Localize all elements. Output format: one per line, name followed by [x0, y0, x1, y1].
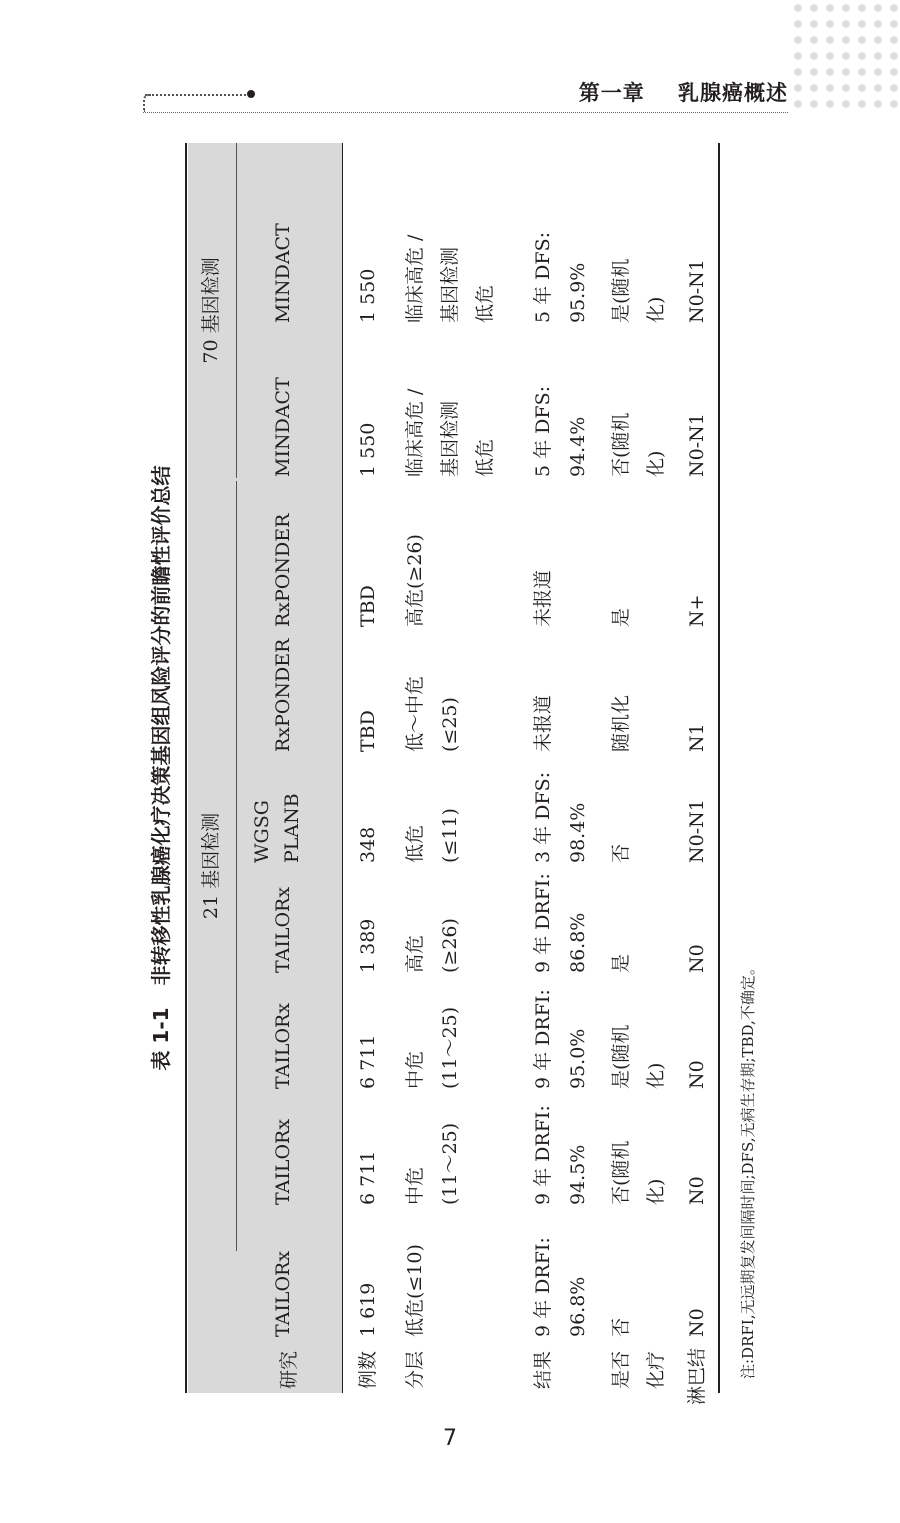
table-title: 非转移性乳腺癌化疗决策基因组风险评分的前瞻性评价总结	[149, 465, 173, 986]
column-header: RxPONDER	[272, 513, 294, 627]
chapter-title: 乳腺癌概述	[678, 81, 788, 105]
table-cell-strata: 低危	[404, 824, 426, 863]
table-cell-chemo: 是	[610, 607, 632, 627]
column-header: TAILORx	[272, 1002, 294, 1089]
top-rule	[185, 143, 187, 1393]
table-cell-chemo: 是	[610, 953, 632, 973]
row-label-strata: 分层	[404, 1350, 426, 1389]
table-cell-chemo: 否	[610, 843, 632, 863]
table-cell-chemo: 否(随机	[610, 1140, 632, 1205]
table-cell-chemo: 否(随机	[610, 412, 632, 477]
table-cell-chemo: 是(随机	[610, 258, 632, 323]
table-cell-outcome: 9 年 DRFI:	[532, 1105, 554, 1205]
table-cell-strata: (11～25)	[439, 1122, 461, 1205]
decorative-dot-grid	[790, 0, 900, 110]
table-cell-cases: 6 711	[357, 1034, 379, 1089]
column-header: TAILORx	[272, 886, 294, 973]
table-cell-outcome: 96.8%	[567, 1276, 589, 1337]
group-header-21-gene: 21 基因检测	[200, 812, 222, 920]
table-cell-outcome: 86.8%	[567, 912, 589, 973]
table-cell-outcome: 95.9%	[567, 262, 589, 323]
table-cell-outcome: 9 年 DRFI:	[532, 1237, 554, 1337]
table-cell-nodes: N0	[686, 1176, 708, 1205]
table-cell-outcome: 9 年 DRFI:	[532, 989, 554, 1089]
table-cell-strata: 基因检测	[439, 246, 461, 323]
table-cell-strata: (≥26)	[439, 918, 461, 973]
table-cell-strata: 低～中危	[404, 675, 426, 752]
header-bottom-rule	[342, 143, 343, 1393]
row-label-outcome: 结果	[532, 1350, 554, 1389]
table-cell-outcome: 94.4%	[567, 416, 589, 477]
table-cell-nodes: N1	[686, 723, 708, 752]
table-cell-strata: 中危	[404, 1050, 426, 1089]
table-cell-chemo: 是(随机	[610, 1024, 632, 1089]
table-cell-strata: (11～25)	[439, 1006, 461, 1089]
table-cell-nodes: N0-N1	[686, 799, 708, 863]
header-dotted-line	[145, 94, 253, 96]
table-cell-cases: 1 550	[357, 422, 379, 477]
table-cell-cases: 6 711	[357, 1150, 379, 1205]
row-label-nodes: 淋巴结	[686, 1347, 708, 1405]
table-cell-chemo: 化)	[645, 1178, 667, 1205]
table-cell-strata: 临床高危 /	[404, 234, 426, 323]
chapter-label: 第一章	[578, 81, 645, 105]
column-header: TAILORx	[272, 1250, 294, 1337]
table-cell-nodes: N0	[686, 1308, 708, 1337]
table-cell-strata: (≤25)	[439, 697, 461, 752]
table-cell-strata: 低危(≤10)	[404, 1244, 426, 1337]
column-header: TAILORx	[272, 1118, 294, 1205]
table-cell-outcome: 98.4%	[567, 802, 589, 863]
table-caption	[145, 143, 174, 1393]
table-cell-outcome: 94.5%	[567, 1144, 589, 1205]
table-cell-nodes: N0-N1	[686, 259, 708, 323]
table-cell-chemo: 化)	[645, 1062, 667, 1089]
table-cell-cases: 1 619	[357, 1282, 379, 1337]
table-cell-strata: 临床高危 /	[404, 388, 426, 477]
column-header: MINDACT	[272, 223, 294, 323]
table-cell-strata: (≤11)	[439, 808, 461, 863]
table-cell-outcome: 95.0%	[567, 1028, 589, 1089]
table-cell-outcome: 5 年 DFS:	[532, 385, 554, 477]
group-header-70-gene: 70 基因检测	[200, 257, 222, 364]
table-cell-chemo: 化)	[645, 450, 667, 477]
row-label-study: 研究	[278, 1350, 300, 1389]
page-number: 7	[443, 1426, 457, 1451]
table-cell-nodes: N0-N1	[686, 413, 708, 477]
table-cell-outcome: 未报道	[532, 694, 554, 752]
table-cell-outcome: 3 年 DFS:	[532, 771, 554, 863]
table-note: 注:DRFI,无远期复发间隔时间;DFS,无病生存期;TBD,不确定。	[739, 960, 757, 1379]
column-header: MINDACT	[272, 377, 294, 477]
row-label-cases: 例数	[357, 1350, 379, 1389]
table-cell-chemo: 否	[610, 1317, 632, 1337]
table-cell-cases: TBD	[357, 585, 379, 627]
column-header: PLANB	[281, 793, 303, 863]
table-cell-outcome: 5 年 DFS:	[532, 231, 554, 323]
row-label-chemo-2: 化疗	[645, 1350, 667, 1389]
column-header: WGSG	[251, 800, 273, 863]
table-cell-outcome: 未报道	[532, 569, 554, 627]
table-cell-strata: 基因检测	[439, 400, 461, 477]
table-cell-strata: 高危	[404, 934, 426, 973]
table-cell-cases: 348	[357, 826, 379, 863]
table-cell-strata: 高危(≥26)	[404, 534, 426, 627]
data-table	[185, 143, 720, 1405]
group-underline-21	[236, 481, 237, 1251]
table-cell-chemo: 化)	[645, 296, 667, 323]
header-bullet-dot	[247, 90, 255, 98]
header-rule	[143, 112, 788, 113]
table-cell-chemo: 随机化	[610, 694, 632, 752]
bottom-rule	[718, 143, 720, 1393]
table-cell-strata: 低危	[474, 284, 496, 323]
group-underline-70	[236, 143, 237, 478]
column-header: RxPONDER	[272, 638, 294, 752]
table-cell-strata: 中危	[404, 1166, 426, 1205]
table-cell-nodes: N0	[686, 1060, 708, 1089]
table-cell-cases: 1 389	[357, 918, 379, 973]
table-cell-nodes: N0	[686, 944, 708, 973]
rotated-table-region	[145, 143, 785, 1405]
table-cell-cases: TBD	[357, 710, 379, 752]
table-cell-cases: 1 550	[357, 268, 379, 323]
row-label-chemo-1: 是否	[610, 1350, 632, 1389]
running-header	[579, 77, 788, 107]
table-cell-outcome: 9 年 DRFI:	[532, 873, 554, 973]
header-dotted-corner	[143, 94, 151, 112]
table-cell-strata: 低危	[474, 438, 496, 477]
table-number: 表 1-1	[149, 1007, 173, 1071]
table-cell-nodes: N+	[686, 594, 708, 627]
